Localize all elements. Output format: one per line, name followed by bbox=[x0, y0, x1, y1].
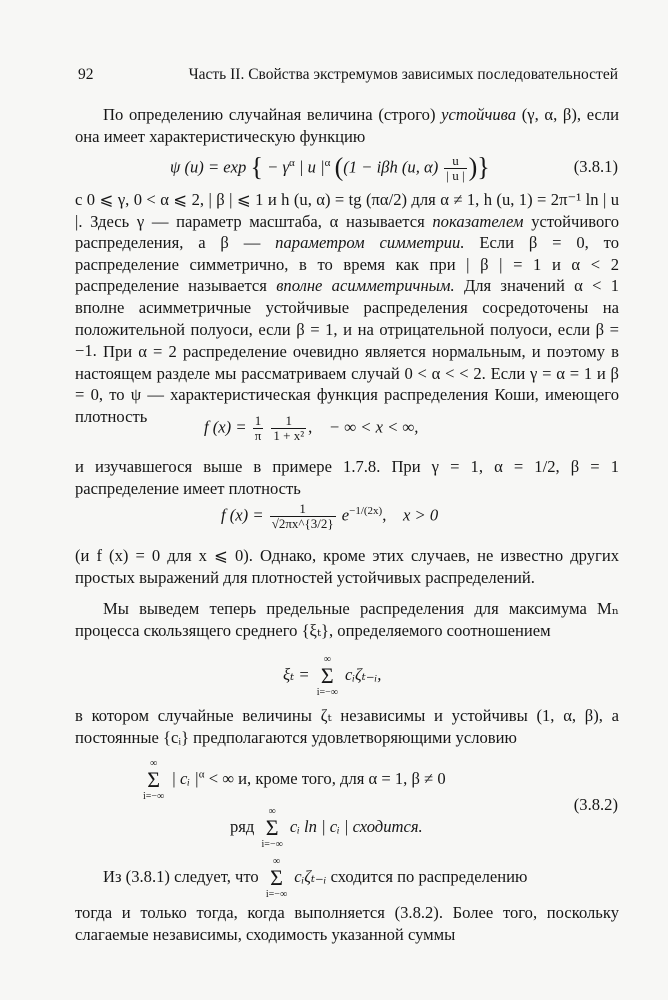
paragraph-parameters: с 0 ⩽ γ, 0 < α ⩽ 2, | β | ⩽ 1 и h (u, α) = tg (πα/2) для α ≠ 1, h (u, 1) = 2π⁻¹ ln | u |. Здесь γ — параметр масштаба, α называется показателем устойчивого распределения, а β — параметром симметрии. Если β = 0, то распределение симметрично, в то время как при | β | = 1 и α < 2 распределение называется вполне асимметричным. Для значений α < 1 вполне асимметричные устойчивые распределения сосредоточены на положительной полуоси, если β = 1, и на отрицательной полуоси, если β = −1. bbox=[75, 190, 620, 361]
paragraph-levy: и изучавшегося выше в примере 1.7.8. При γ = 1, α = 1/2, β = 1 распределение имеет плотность bbox=[75, 457, 619, 498]
equation-levy-density: f (x) = $\frac{1}{√2\pi x\^{}\{3/2\}}$ $e^{-1/(2x)}$, x > 0 bbox=[221, 501, 439, 532]
equation-cauchy-density: f (x) = $\frac{1}{\pi}$ $\frac{1}{\text{1 + x²}}$ , − ∞ < x < ∞, bbox=[204, 413, 419, 443]
term-index: показателем bbox=[432, 211, 524, 231]
equation-3-8-2-line1: ∞ Σ i=−∞ | cᵢ $|^\alpha$ < ∞ и, кроме того, для α = 1, β ≠ 0 bbox=[143, 758, 446, 802]
term-stable: устойчива bbox=[441, 105, 517, 124]
term-asymmetric: вполне асимметричным. bbox=[276, 276, 455, 296]
paragraph-moving-average: Мы выведем теперь предельные распределения для максимума Mₙ процесса скользящего среднего {ξₜ}, определяемого соотношением bbox=[75, 599, 619, 640]
equation-3-8-2-line2: ряд ∞ Σ i=−∞ cᵢ ln | cᵢ | сходится. bbox=[230, 806, 423, 850]
paragraph-convergence: Из (3.8.1) следует, что ∞ Σ i=−∞ cᵢζₜ₋ᵢ сходится по распределению bbox=[103, 856, 528, 900]
sum-symbol: ∞ Σ i=−∞ bbox=[316, 654, 338, 698]
equation-label: (3.8.2) bbox=[573, 795, 618, 814]
equation-moving-average: ξₜ = ∞ Σ i=−∞ cᵢζₜ₋ᵢ, bbox=[283, 654, 382, 698]
paragraph-no-expressions: (и f (x) = 0 для x ⩽ 0). Однако, кроме этих случаев, не известно других простых выражений для плотностей устойчивых распределений. bbox=[75, 546, 619, 587]
paragraph-final: тогда и только тогда, когда выполняется (3.8.2). Более того, поскольку слагаемые независимы, сходимость указанной суммы bbox=[75, 903, 619, 944]
paragraph-conditions: в котором случайные величины ζₜ независимы и устойчивы (1, α, β), а постоянные {cᵢ} предполагаются удовлетворяющими условию bbox=[75, 706, 619, 747]
page-number: 92 bbox=[78, 66, 94, 83]
paragraph-cauchy: При α = 2 распределение очевидно является нормальным, и поэтому в настоящем разделе мы рассматриваем случай 0 < α < < 2. Если γ = α = 1 и β = 0, то ψ — характеристическая функция распределения Коши, имеющего плотность bbox=[75, 342, 619, 426]
term-symmetry: параметром симметрии. bbox=[275, 233, 465, 253]
running-title: Часть II. Свойства экстремумов зависимых последовательностей bbox=[188, 66, 618, 83]
equation-label: (3.8.1) bbox=[573, 157, 618, 176]
paragraph-definition: По определению случайная величина (строго) устойчива (γ, α, β), если она имеет характеристическую функцию bbox=[75, 105, 619, 146]
fraction: $\frac{u}{| u |}$ bbox=[446, 153, 465, 184]
equation-3-8-1: ψ (u) = exp { − $\gamma^\alpha$ | u $|^\alpha$ ((1 − iβh (u, α) $\frac{u}{| u |}$ )} bbox=[170, 152, 490, 184]
